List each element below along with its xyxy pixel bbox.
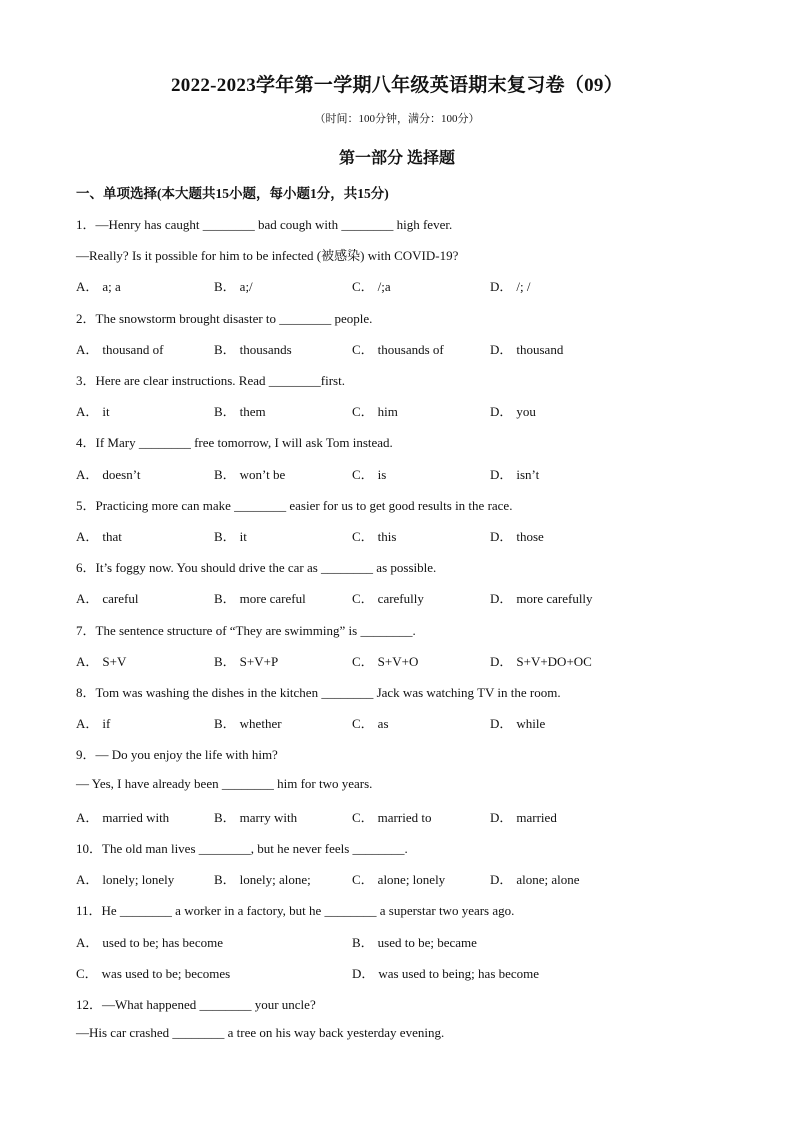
option-letter: A．: [76, 934, 99, 950]
option-text: you: [516, 404, 536, 420]
option-letter: B．: [214, 404, 236, 420]
option-letter: C．: [352, 404, 374, 420]
option-letter: A．: [76, 279, 99, 295]
option-c[interactable]: [352, 588, 424, 607]
option-a[interactable]: [76, 932, 223, 951]
option-d[interactable]: [490, 807, 557, 826]
option-a[interactable]: [76, 401, 110, 420]
option-b[interactable]: [214, 651, 278, 670]
option-letter: B．: [214, 341, 236, 357]
option-letter: B．: [352, 934, 374, 950]
question-8-line-1: 8．Tom was washing the dishes in the kitchen ________ Jack was watching TV in the room.: [76, 685, 561, 700]
question-11-line-1: 11．He ________ a worker in a factory, but he ________ a superstar two years ago.: [76, 903, 515, 919]
question-1-line-2: —Really? Is it possible for him to be infected (被感染) with COVID-19?: [76, 248, 459, 264]
option-letter: A．: [76, 653, 99, 669]
question-10-line-1: 10．The old man lives ________, but he never feels ________.: [76, 841, 408, 856]
option-letter: D．: [490, 716, 513, 732]
option-letter: D．: [490, 466, 513, 482]
option-text: /; /: [516, 279, 531, 295]
option-text: it: [102, 404, 110, 420]
option-b[interactable]: [214, 869, 311, 888]
option-letter: C．: [352, 279, 374, 295]
option-text: as: [377, 716, 389, 732]
option-letter: B．: [214, 529, 236, 544]
option-a[interactable]: [76, 464, 140, 483]
question-1-line-1: 1．—Henry has caught ________ bad cough with ________ high fever.: [76, 217, 453, 232]
option-text: careful: [102, 591, 139, 607]
question-7-options: [76, 651, 716, 669]
option-text: used to be; has become: [102, 934, 223, 950]
option-d[interactable]: [490, 651, 592, 670]
question-8-options: [76, 713, 716, 731]
option-d[interactable]: [490, 526, 544, 545]
section-heading: 一、单项选择(本大题共15小题，每小题1分，共15分): [76, 186, 389, 201]
option-letter: B．: [214, 872, 236, 888]
part-title: 第一部分 选择题: [338, 150, 455, 167]
option-letter: D．: [490, 279, 513, 295]
option-text: them: [239, 404, 266, 420]
question-11-options: [76, 932, 716, 950]
option-text: S+V+O: [377, 653, 419, 669]
option-d[interactable]: [490, 339, 563, 358]
option-text: whether: [239, 716, 282, 732]
option-a[interactable]: [76, 713, 110, 732]
option-d[interactable]: [490, 401, 536, 420]
option-c[interactable]: [352, 526, 396, 545]
option-d[interactable]: [490, 276, 530, 295]
option-text: carefully: [377, 591, 424, 607]
option-b[interactable]: [214, 807, 297, 826]
option-text: S+V+P: [239, 653, 279, 669]
option-letter: A．: [76, 529, 99, 544]
option-c[interactable]: [76, 963, 230, 982]
question-9-line-1: 9．— Do you enjoy the life with him?: [76, 747, 278, 763]
option-letter: A．: [76, 466, 99, 482]
option-text: isn’t: [516, 466, 540, 482]
option-d[interactable]: [490, 713, 545, 732]
option-letter: D．: [490, 809, 513, 825]
option-c[interactable]: [352, 869, 445, 888]
option-letter: A．: [76, 716, 99, 732]
option-text: married with: [102, 809, 170, 825]
option-c[interactable]: [352, 651, 418, 670]
option-a[interactable]: [76, 651, 126, 670]
question-3-line-1: 3．Here are clear instructions. Read ________first.: [76, 373, 345, 388]
option-letter: B．: [214, 716, 236, 732]
question-11-options: [76, 963, 716, 981]
option-d[interactable]: [352, 963, 539, 982]
option-c[interactable]: [352, 807, 431, 826]
option-text: lonely; alone;: [239, 872, 311, 888]
option-b[interactable]: [214, 713, 282, 732]
option-letter: B．: [214, 466, 236, 482]
option-letter: C．: [352, 466, 374, 482]
option-text: marry with: [239, 809, 298, 825]
option-letter: C．: [352, 591, 374, 607]
option-text: a; a: [102, 279, 121, 295]
option-text: more careful: [239, 591, 306, 607]
option-letter: D．: [490, 872, 513, 888]
option-text: those: [516, 529, 544, 544]
option-b[interactable]: [352, 932, 477, 951]
option-letter: B．: [214, 653, 236, 669]
option-text: thousand: [516, 341, 564, 357]
page-title: 2022-2023学年第一学期八年级英语期末复习卷（09）: [170, 75, 624, 96]
option-c[interactable]: [352, 464, 386, 483]
question-12-line-1: 12．—What happened ________ your uncle?: [76, 997, 316, 1012]
option-text: a;/: [239, 279, 253, 295]
option-a[interactable]: [76, 339, 163, 358]
option-text: doesn’t: [102, 466, 141, 482]
option-letter: A．: [76, 872, 99, 888]
option-a[interactable]: [76, 588, 138, 607]
option-d[interactable]: [490, 464, 539, 483]
option-text: alone; lonely: [377, 872, 446, 888]
exam-meta: （时间：100分钟，满分：100分）: [314, 113, 480, 125]
question-10-options: [76, 869, 716, 887]
option-letter: D．: [490, 591, 513, 607]
option-b[interactable]: [214, 401, 266, 420]
option-text: while: [516, 716, 546, 732]
option-text: was used to being; has become: [378, 965, 540, 981]
option-b[interactable]: [214, 464, 285, 483]
option-text: him: [377, 404, 398, 420]
option-text: married: [516, 809, 557, 825]
option-letter: A．: [76, 591, 99, 607]
option-b[interactable]: [214, 526, 247, 545]
option-text: S+V: [102, 653, 127, 669]
option-text: S+V+DO+OC: [516, 653, 592, 669]
option-text: married to: [377, 809, 432, 825]
question-4-line-1: 4．If Mary ________ free tomorrow, I will ask Tom instead.: [76, 435, 393, 451]
option-letter: C．: [352, 872, 374, 888]
question-2-options: [76, 339, 716, 357]
option-letter: D．: [490, 653, 513, 669]
option-letter: C．: [352, 653, 374, 669]
option-text: was used to be; becomes: [101, 965, 231, 981]
question-6-options: [76, 588, 716, 606]
option-b[interactable]: [214, 339, 292, 358]
option-text: it: [239, 529, 247, 544]
option-text: more carefully: [516, 591, 593, 607]
option-d[interactable]: [490, 869, 580, 888]
question-9-line-2: — Yes, I have already been ________ him for two years.: [76, 775, 373, 791]
option-letter: A．: [76, 809, 99, 825]
option-a[interactable]: [76, 276, 121, 295]
question-1-options: [76, 276, 716, 294]
option-text: is: [377, 466, 387, 482]
option-text: alone; alone: [516, 872, 580, 888]
option-letter: C．: [76, 965, 98, 981]
question-3-options: [76, 401, 716, 419]
option-letter: D．: [490, 404, 513, 420]
option-a[interactable]: [76, 807, 169, 826]
option-d[interactable]: [490, 588, 593, 607]
option-letter: C．: [352, 529, 374, 544]
option-text: /;a: [377, 279, 391, 295]
question-5-line-1: 5．Practicing more can make ________ easier for us to get good results in the race.: [76, 497, 513, 513]
option-a[interactable]: [76, 869, 174, 888]
question-4-options: [76, 464, 716, 482]
option-text: this: [377, 529, 397, 544]
option-b[interactable]: [214, 588, 306, 607]
option-text: thousands of: [377, 341, 444, 357]
question-9-options: [76, 807, 716, 825]
option-letter: B．: [214, 809, 236, 825]
option-c[interactable]: [352, 339, 444, 358]
option-text: lonely; lonely: [102, 872, 175, 888]
option-text: if: [102, 716, 111, 732]
option-letter: C．: [352, 341, 374, 357]
option-c[interactable]: [352, 401, 398, 420]
option-b[interactable]: [214, 276, 253, 295]
option-text: won’t be: [239, 466, 286, 482]
option-letter: D．: [352, 965, 375, 981]
option-text: thousands: [239, 341, 292, 357]
option-text: that: [102, 529, 122, 544]
option-letter: C．: [352, 809, 374, 825]
option-c[interactable]: [352, 713, 389, 732]
option-letter: C．: [352, 716, 374, 732]
option-c[interactable]: [352, 276, 391, 295]
option-letter: A．: [76, 404, 99, 420]
option-text: thousand of: [102, 341, 164, 357]
option-letter: B．: [214, 279, 236, 295]
option-letter: D．: [490, 529, 513, 544]
option-text: used to be; became: [377, 934, 477, 950]
question-5-options: [76, 526, 716, 544]
question-12-line-2: —His car crashed ________ a tree on his way back yesterday evening.: [76, 1025, 445, 1041]
option-letter: A．: [76, 341, 99, 357]
option-a[interactable]: [76, 526, 122, 545]
option-letter: D．: [490, 341, 513, 357]
question-2-line-1: 2．The snowstorm brought disaster to ________ people.: [76, 310, 373, 326]
question-6-line-1: 6．It’s foggy now. You should drive the car as ________ as possible.: [76, 560, 437, 576]
option-letter: B．: [214, 591, 236, 607]
question-7-line-1: 7．The sentence structure of “They are swimming” is ________.: [76, 622, 416, 638]
